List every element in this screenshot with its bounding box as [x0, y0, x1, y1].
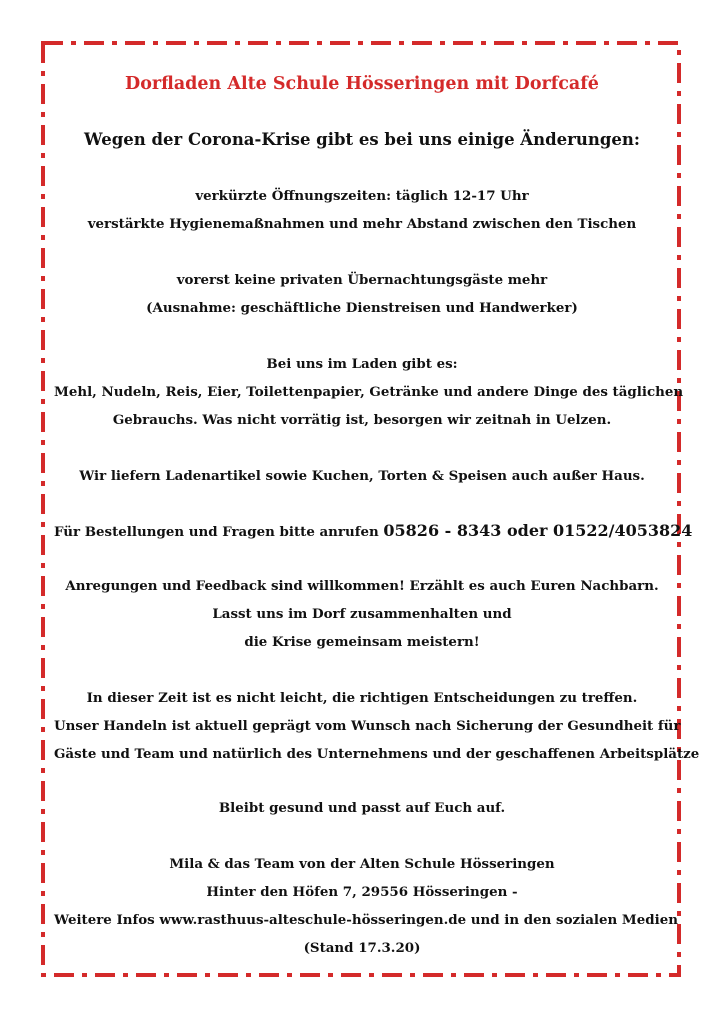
hygiene-line: verstärkte Hygienemaßnahmen und mehr Abstand zwischen den Tischen [87, 216, 637, 232]
shop-items-line-2: Gebrauchs. Was nicht vorrätig ist, besorgen wir zeitnah in Uelzen. [112, 412, 612, 428]
signature-line: Mila & das Team von der Alten Schule Hösseringen [169, 856, 555, 872]
guests-line: vorerst keine privaten Übernachtungsgäste mehr [176, 272, 548, 288]
document-title: Dorfladen Alte Schule Hösseringen mit Dorfcafé [125, 74, 599, 94]
website-line: Weitere Infos www.rasthuus-alteschule-hösseringen.de und in den sozialen Medien [54, 912, 678, 928]
times-line-2: Unser Handeln ist aktuell geprägt vom Wunsch nach Sicherung der Gesundheit für [54, 718, 681, 734]
phone-numbers: 05826 - 8343 oder 01522/4053824 [383, 521, 693, 540]
feedback-line: Anregungen und Feedback sind willkommen! Erzählt es auch Euren Nachbarn. [65, 578, 659, 594]
closing-line: Bleibt gesund und passt auf Euch auf. [218, 800, 506, 816]
date-line: (Stand 17.3.20) [303, 940, 421, 956]
times-line: In dieser Zeit ist es nicht leicht, die richtigen Entscheidungen zu treffen. [86, 690, 638, 706]
orders-line [54, 521, 693, 542]
feedback-line-3: die Krise gemeinsam meistern! [244, 634, 480, 650]
shop-heading: Bei uns im Laden gibt es: [266, 356, 458, 372]
guests-exception-line: (Ausnahme: geschäftliche Dienstreisen und Handwerker) [146, 300, 578, 316]
opening-hours-line: verkürzte Öffnungszeiten: täglich 12-17 Uhr [195, 188, 529, 204]
times-line-3: Gäste und Team und natürlich des Unternehmens und der geschaffenen Arbeitsplätze [54, 746, 700, 762]
dash-dot-border [40, 40, 700, 978]
dashed-border-frame [40, 40, 700, 978]
address-line: Hinter den Höfen 7, 29556 Hösseringen - [206, 884, 518, 900]
orders-prefix: Für Bestellungen und Fragen bitte anrufen [54, 524, 379, 540]
delivery-line: Wir liefern Ladenartikel sowie Kuchen, Torten & Speisen auch außer Haus. [79, 468, 645, 484]
shop-items-line: Mehl, Nudeln, Reis, Eier, Toilettenpapier, Getränke und andere Dinge des täglichen [54, 384, 684, 400]
document-subtitle: Wegen der Corona-Krise gibt es bei uns einige Änderungen: [84, 130, 640, 149]
feedback-line-2: Lasst uns im Dorf zusammenhalten und [212, 606, 512, 622]
